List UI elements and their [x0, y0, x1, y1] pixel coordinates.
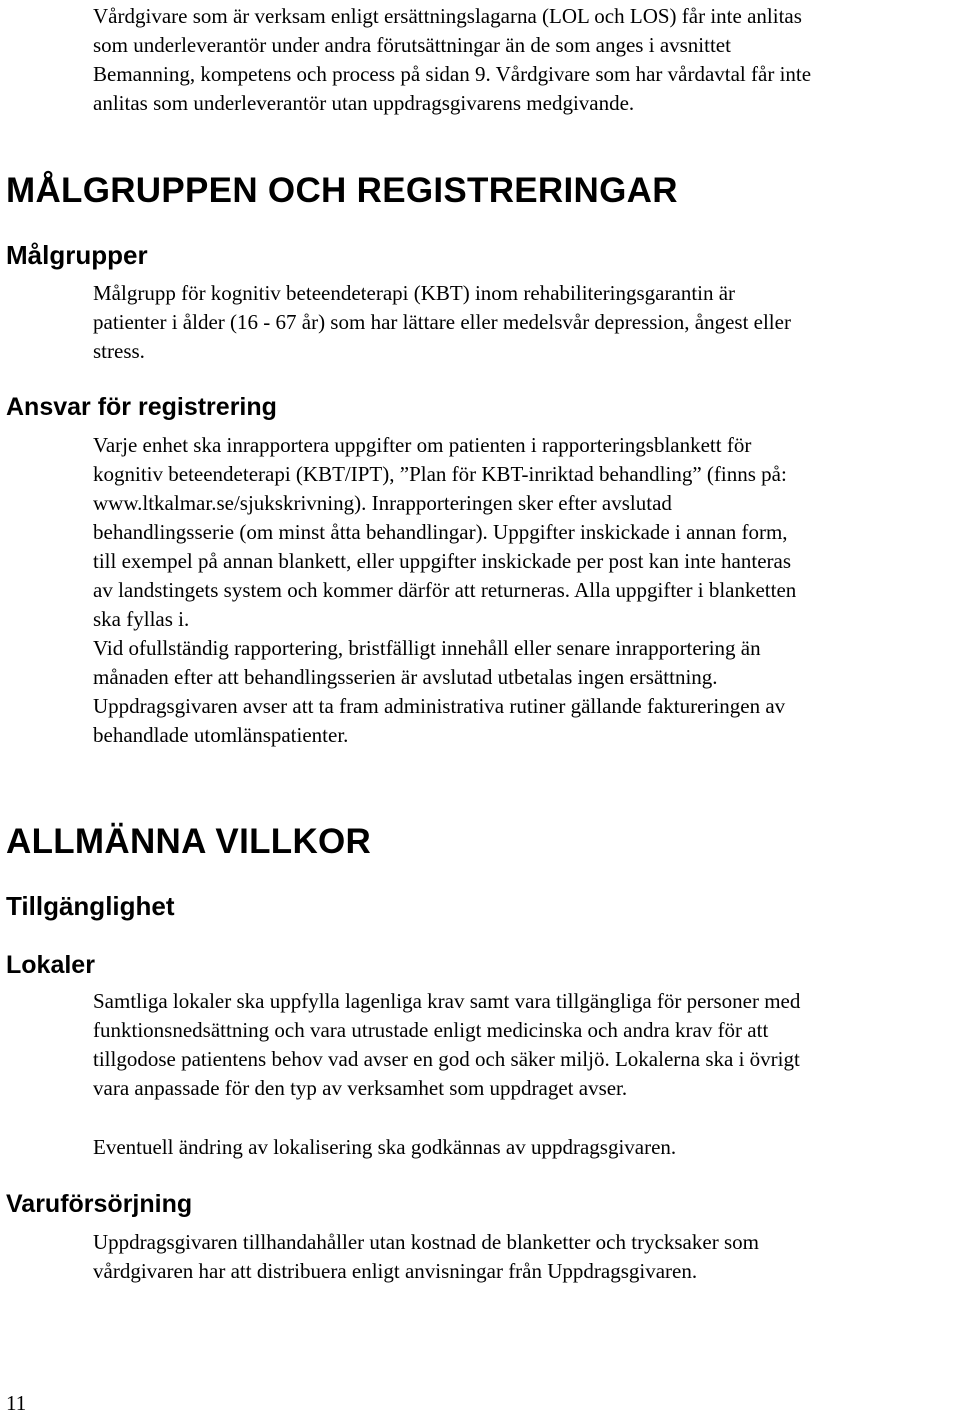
intro-line: anlitas som underleverantör utan uppdragsgivarens medgivande. — [93, 91, 635, 115]
varuforsorjning-paragraph — [93, 1228, 759, 1286]
lokaler-line: Eventuell ändring av lokalisering ska godkännas av uppdragsgivaren. — [93, 1135, 677, 1159]
varuforsorjning-line: vårdgivaren har att distribuera enligt anvisningar från Uppdragsgivaren. — [93, 1259, 698, 1283]
malgrupper-line: stress. — [93, 339, 145, 363]
ansvar-line: Vid ofullständig rapportering, bristfälligt innehåll eller senare inrapportering än — [93, 636, 761, 660]
ansvar-line: till exempel på annan blankett, eller uppgifter inskickade per post kan inte hanteras — [93, 549, 792, 573]
ansvar-line: Uppdragsgivaren avser att ta fram administrativa rutiner gällande faktureringen av — [93, 694, 786, 718]
ansvar-line: Varje enhet ska inrapportera uppgifter om patienten i rapporteringsblankett för — [93, 433, 752, 457]
intro-paragraph — [93, 2, 811, 118]
varuforsorjning-line: Uppdragsgivaren tillhandahåller utan kostnad de blanketter och trycksaker som — [93, 1230, 759, 1254]
section-title-allmanna-villkor: ALLMÄNNA VILLKOR — [6, 822, 372, 861]
lokaler-line: funktionsnedsättning och vara utrustade enligt medicinska och andra krav för att — [93, 1018, 769, 1042]
ansvar-line: behandlade utomlänspatienter. — [93, 723, 349, 747]
heading-varuforsorjning: Varuförsörjning — [6, 1190, 193, 1218]
lokaler-line: tillgodose patientens behov vad avser en god och säker miljö. Lokalerna ska i övrigt — [93, 1047, 800, 1071]
ansvar-line: ska fyllas i. — [93, 607, 190, 631]
ansvar-line: kognitiv beteendeterapi (KBT/IPT), ”Plan för KBT-inriktad behandling” (finns på: — [93, 462, 787, 486]
lokaler-paragraph — [93, 987, 800, 1103]
ansvar-line: www.ltkalmar.se/sjukskrivning). Inrapporteringen sker efter avslutad — [93, 491, 672, 515]
page-number: 11 — [6, 1391, 27, 1415]
section-title-malgruppen: MÅLGRUPPEN OCH REGISTRERINGAR — [6, 171, 678, 210]
malgrupper-paragraph — [93, 279, 791, 366]
heading-lokaler: Lokaler — [6, 951, 95, 979]
ansvar-paragraph — [93, 431, 796, 750]
heading-ansvar-registrering: Ansvar för registrering — [6, 393, 277, 421]
malgrupper-line: Målgrupp för kognitiv beteendeterapi (KBT) inom rehabiliteringsgarantin är — [93, 281, 736, 305]
lokaler-line: Samtliga lokaler ska uppfylla lagenliga krav samt vara tillgängliga för personer med — [93, 989, 801, 1013]
heading-tillganglighet: Tillgänglighet — [6, 891, 175, 921]
lokaler-line: vara anpassade för den typ av verksamhet som uppdraget avser. — [93, 1076, 628, 1100]
intro-line: Vårdgivare som är verksam enligt ersättningslagarna (LOL och LOS) får inte anlitas — [93, 4, 802, 28]
intro-line: Bemanning, kompetens och process på sidan 9. Vårdgivare som har vårdavtal får inte — [93, 62, 812, 86]
malgrupper-line: patienter i ålder (16 - 67 år) som har lättare eller medelsvår depression, ångest eller — [93, 310, 791, 334]
ansvar-line: månaden efter att behandlingsserien är avslutad utbetalas ingen ersättning. — [93, 665, 718, 689]
intro-line: som underleverantör under andra förutsättningar än de som anges i avsnittet — [93, 33, 731, 57]
ansvar-line: av landstingets system och kommer därför att returneras. Alla uppgifter i blanketten — [93, 578, 797, 602]
heading-malgrupper: Målgrupper — [6, 240, 148, 270]
ansvar-line: behandlingsserie (om minst åtta behandlingar). Uppgifter inskickade i annan form, — [93, 520, 788, 544]
lokaler-paragraph-2 — [93, 1133, 676, 1162]
